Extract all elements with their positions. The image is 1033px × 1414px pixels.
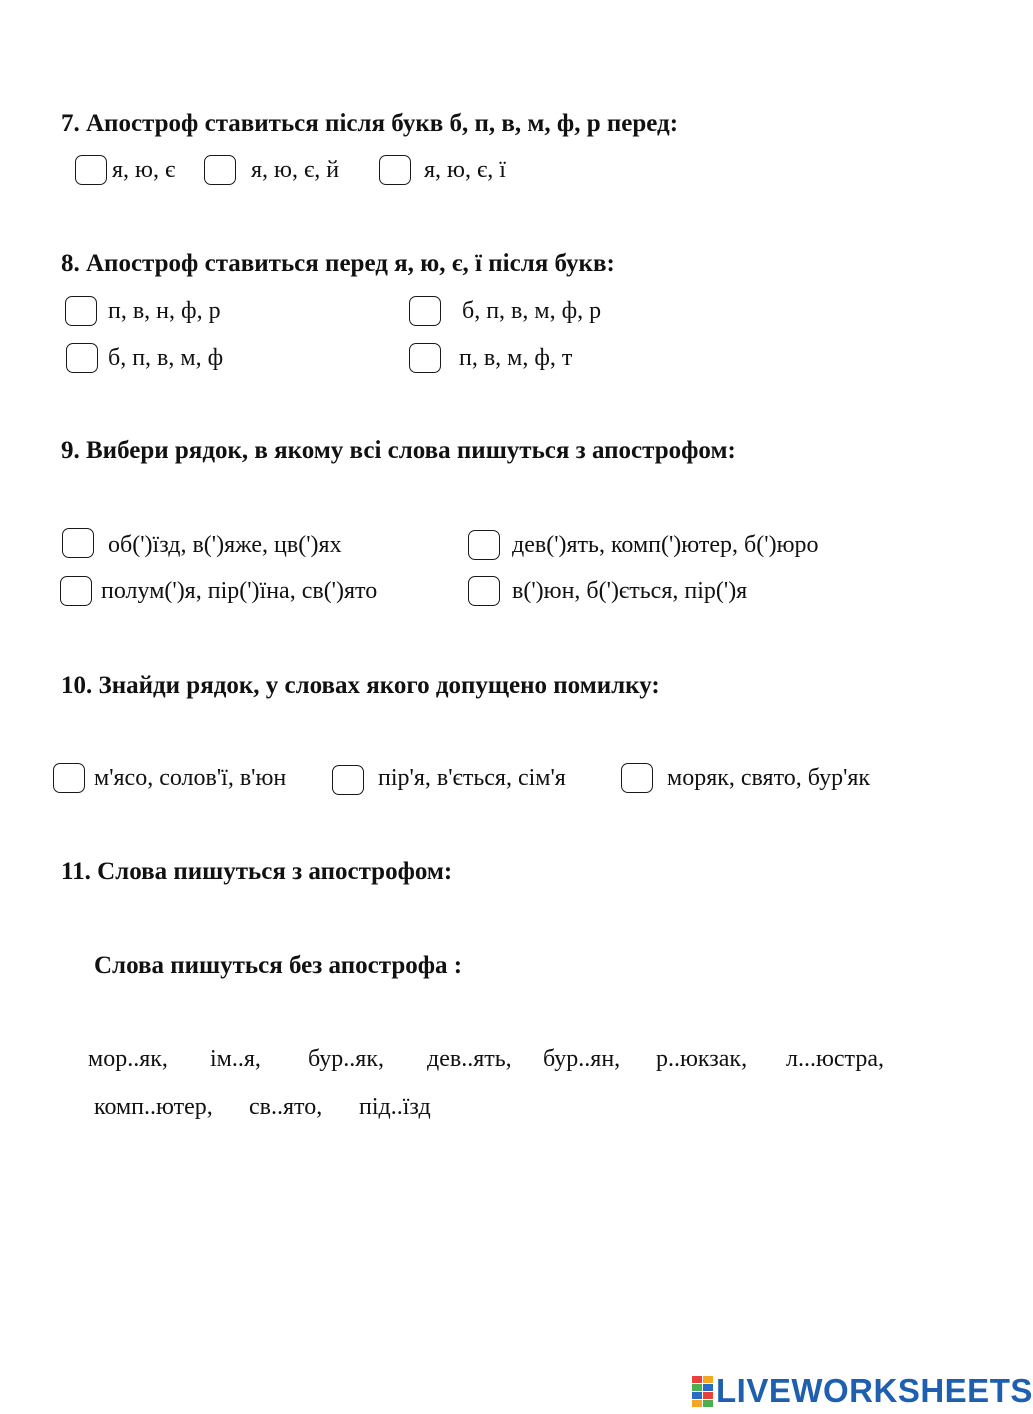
question-9-title: 9. Вибери рядок, в якому всі слова пишуться з апострофом: [61,437,736,464]
q10-option-1-label: м'ясо, солов'ї, в'юн [94,765,287,791]
q10-option-3-label: моряк, свято, бур'як [667,765,871,791]
q9-option-3-checkbox[interactable] [60,576,92,606]
q9-option-4-checkbox[interactable] [468,576,500,606]
logo-block-e [703,1384,713,1391]
logo-block-l [692,1376,702,1383]
q8-option-3-checkbox[interactable] [66,343,98,373]
logo-block-6 [703,1392,713,1399]
question-7-title: 7. Апостроф ставиться після букв б, п, в, м, ф, р перед: [61,110,679,137]
q7-option-2-checkbox[interactable] [204,155,236,185]
question-11-title: 11. Слова пишуться з апострофом: [61,858,453,885]
liveworksheets-logo-icon [692,1374,714,1408]
word-item[interactable]: ім..я, [210,1046,261,1072]
logo-block-5 [692,1392,702,1399]
q10-option-3-checkbox[interactable] [621,763,653,793]
q9-option-3-label: полум(')я, пір(')їна, св(')ято [101,578,378,604]
q10-option-2-label: пір'я, в'ється, сім'я [378,765,566,791]
word-item[interactable]: р..юкзак, [656,1046,748,1072]
q7-option-1-checkbox[interactable] [75,155,107,185]
word-item[interactable]: л...юстра, [786,1046,884,1072]
word-item[interactable]: під..їзд [359,1094,431,1120]
liveworksheets-brand: LIVEWORKSHEETS [716,1372,1033,1409]
question-11-subtitle: Слова пишуться без апострофа : [94,952,463,979]
word-item[interactable]: бур..як, [308,1046,384,1072]
logo-block-i [703,1376,713,1383]
q10-option-1-checkbox[interactable] [53,763,85,793]
q9-option-2-checkbox[interactable] [468,530,500,560]
question-10-title: 10. Знайди рядок, у словах якого допущено помилку: [61,672,660,699]
word-item[interactable]: мор..як, [88,1046,168,1072]
q8-option-4-label: п, в, м, ф, т [459,345,573,371]
logo-block-v [692,1384,702,1391]
question-8-title: 8. Апостроф ставиться перед я, ю, є, ї після букв: [61,250,615,277]
q9-option-4-label: в(')юн, б(')ється, пір(')я [512,578,748,604]
q9-option-2-label: дев(')ять, комп(')ютер, б(')юро [512,532,819,558]
word-item[interactable]: дев..ять, [427,1046,512,1072]
q7-option-2-label: я, ю, є, й [251,157,340,183]
q8-option-4-checkbox[interactable] [409,343,441,373]
q7-option-3-label: я, ю, є, ї [424,157,506,183]
logo-block-8 [703,1400,713,1407]
q8-option-1-label: п, в, н, ф, р [108,298,221,324]
word-item[interactable]: бур..ян, [543,1046,621,1072]
word-item[interactable]: комп..ютер, [94,1094,213,1120]
q9-option-1-label: об(')їзд, в(')яже, цв(')ях [108,532,342,558]
q10-option-2-checkbox[interactable] [332,765,364,795]
q8-option-3-label: б, п, в, м, ф [108,345,224,371]
q8-option-2-label: б, п, в, м, ф, р [462,298,602,324]
logo-block-7 [692,1400,702,1407]
q7-option-3-checkbox[interactable] [379,155,411,185]
q9-option-1-checkbox[interactable] [62,528,94,558]
word-item[interactable]: св..ято, [249,1094,323,1120]
q7-option-1-label: я, ю, є [112,157,176,183]
q8-option-2-checkbox[interactable] [409,296,441,326]
q8-option-1-checkbox[interactable] [65,296,97,326]
